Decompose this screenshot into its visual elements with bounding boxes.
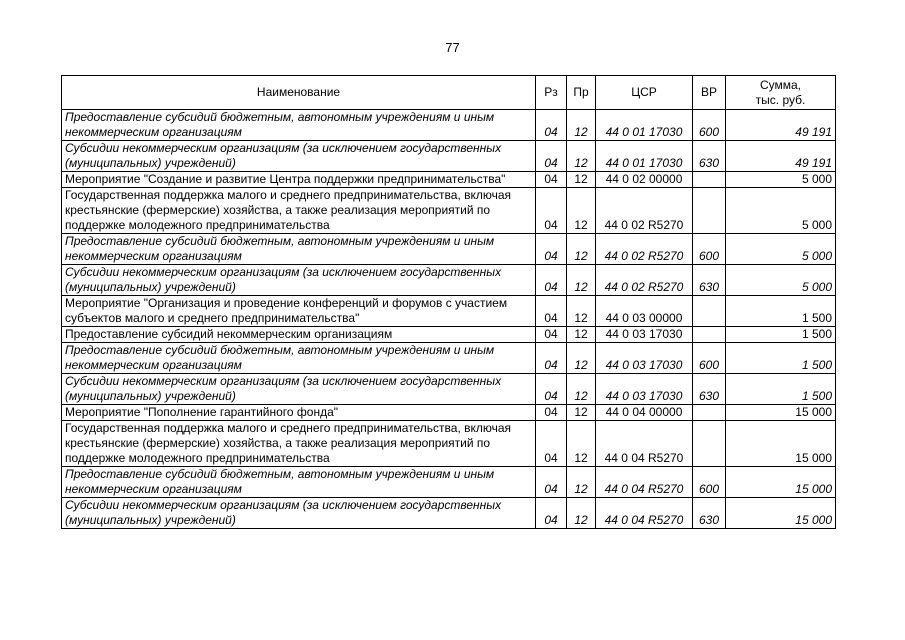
table-row (62, 374, 836, 405)
cell-pr: 12 (567, 467, 596, 498)
cell-sum: 5 000 (726, 188, 836, 234)
cell-csr: 44 0 03 17030 (596, 327, 693, 343)
cell-csr: 44 0 04 R5270 (596, 498, 693, 529)
cell-rz: 04 (536, 498, 567, 529)
header-vr: ВР (693, 76, 726, 110)
cell-rz: 04 (536, 172, 567, 188)
cell-name: Субсидии некоммерческим организациям (за исключением государственных (муниципальных) учреждений) (62, 374, 536, 405)
cell-rz: 04 (536, 296, 567, 327)
cell-rz: 04 (536, 467, 567, 498)
cell-pr: 12 (567, 327, 596, 343)
table-row (62, 265, 836, 296)
cell-pr: 12 (567, 234, 596, 265)
cell-vr (693, 405, 726, 421)
budget-table (61, 75, 836, 529)
cell-pr: 12 (567, 188, 596, 234)
cell-sum: 49 191 (726, 141, 836, 172)
cell-vr (693, 327, 726, 343)
cell-pr: 12 (567, 172, 596, 188)
cell-csr: 44 0 02 R5270 (596, 234, 693, 265)
table-body (62, 110, 836, 529)
cell-vr: 600 (693, 110, 726, 141)
cell-rz: 04 (536, 343, 567, 374)
cell-sum: 15 000 (726, 405, 836, 421)
cell-name: Предоставление субсидий некоммерческим организациям (62, 327, 536, 343)
cell-vr: 630 (693, 498, 726, 529)
table-row (62, 343, 836, 374)
cell-csr: 44 0 02 R5270 (596, 265, 693, 296)
cell-sum: 1 500 (726, 296, 836, 327)
table-row (62, 405, 836, 421)
cell-csr: 44 0 01 17030 (596, 110, 693, 141)
cell-rz: 04 (536, 421, 567, 467)
cell-vr (693, 188, 726, 234)
cell-csr: 44 0 03 00000 (596, 296, 693, 327)
cell-pr: 12 (567, 374, 596, 405)
cell-pr: 12 (567, 421, 596, 467)
cell-sum: 1 500 (726, 374, 836, 405)
cell-pr: 12 (567, 343, 596, 374)
cell-csr: 44 0 02 R5270 (596, 188, 693, 234)
cell-vr: 600 (693, 343, 726, 374)
cell-sum: 5 000 (726, 234, 836, 265)
cell-name: Субсидии некоммерческим организациям (за исключением государственных (муниципальных) учреждений) (62, 265, 536, 296)
table-row (62, 421, 836, 467)
cell-vr: 630 (693, 374, 726, 405)
cell-pr: 12 (567, 265, 596, 296)
cell-rz: 04 (536, 374, 567, 405)
cell-csr: 44 0 04 R5270 (596, 421, 693, 467)
table-row (62, 327, 836, 343)
cell-name: Мероприятие "Организация и проведение конференций и форумов с участием субъектов малого и среднего предпринимательства" (62, 296, 536, 327)
cell-rz: 04 (536, 234, 567, 265)
table-row (62, 296, 836, 327)
cell-name: Мероприятие "Пополнение гарантийного фонда" (62, 405, 536, 421)
header-rz: Рз (536, 76, 567, 110)
header-csr: ЦСР (596, 76, 693, 110)
cell-sum: 15 000 (726, 467, 836, 498)
cell-rz: 04 (536, 188, 567, 234)
cell-csr: 44 0 01 17030 (596, 141, 693, 172)
cell-pr: 12 (567, 296, 596, 327)
cell-name: Государственная поддержка малого и среднего предпринимательства, включая крестьянские (фермерские) хозяйства, а также реализация мероприятий по поддержке молодежного предпринимательства (62, 421, 536, 467)
cell-name: Предоставление субсидий бюджетным, автономным учреждениям и иным некоммерческим организациям (62, 343, 536, 374)
cell-vr (693, 421, 726, 467)
cell-vr (693, 172, 726, 188)
cell-rz: 04 (536, 405, 567, 421)
cell-name: Предоставление субсидий бюджетным, автономным учреждениям и иным некоммерческим организациям (62, 234, 536, 265)
table-row (62, 172, 836, 188)
cell-vr: 630 (693, 265, 726, 296)
header-sum-line1: Сумма, (759, 77, 802, 92)
cell-vr (693, 296, 726, 327)
cell-csr: 44 0 04 00000 (596, 405, 693, 421)
cell-sum: 15 000 (726, 498, 836, 529)
cell-sum: 5 000 (726, 265, 836, 296)
cell-csr: 44 0 02 00000 (596, 172, 693, 188)
table-row (62, 188, 836, 234)
header-sum-line2: тыс. руб. (755, 92, 806, 107)
cell-rz: 04 (536, 141, 567, 172)
table-row (62, 141, 836, 172)
cell-rz: 04 (536, 110, 567, 141)
table-row (62, 498, 836, 529)
cell-rz: 04 (536, 327, 567, 343)
cell-sum: 1 500 (726, 343, 836, 374)
cell-sum: 1 500 (726, 327, 836, 343)
cell-vr: 600 (693, 467, 726, 498)
table-row (62, 234, 836, 265)
cell-name: Субсидии некоммерческим организациям (за исключением государственных (муниципальных) учреждений) (62, 498, 536, 529)
header-name: Наименование (62, 76, 536, 110)
table-row (62, 467, 836, 498)
cell-name: Предоставление субсидий бюджетным, автономным учреждениям и иным некоммерческим организациям (62, 110, 536, 141)
table-header-row (62, 76, 836, 110)
cell-name: Мероприятие "Создание и развитие Центра поддержки предпринимательства" (62, 172, 536, 188)
cell-csr: 44 0 04 R5270 (596, 467, 693, 498)
table-row (62, 110, 836, 141)
cell-sum: 5 000 (726, 172, 836, 188)
cell-sum: 49 191 (726, 110, 836, 141)
cell-name: Государственная поддержка малого и среднего предпринимательства, включая крестьянские (фермерские) хозяйства, а также реализация мероприятий по поддержке молодежного предпринимательства (62, 188, 536, 234)
cell-name: Субсидии некоммерческим организациям (за исключением государственных (муниципальных) учреждений) (62, 141, 536, 172)
cell-rz: 04 (536, 265, 567, 296)
cell-vr: 600 (693, 234, 726, 265)
cell-pr: 12 (567, 498, 596, 529)
cell-csr: 44 0 03 17030 (596, 374, 693, 405)
cell-pr: 12 (567, 110, 596, 141)
cell-sum: 15 000 (726, 421, 836, 467)
header-sum (726, 76, 836, 110)
cell-pr: 12 (567, 405, 596, 421)
cell-csr: 44 0 03 17030 (596, 343, 693, 374)
header-pr: Пр (567, 76, 596, 110)
cell-name: Предоставление субсидий бюджетным, автономным учреждениям и иным некоммерческим организациям (62, 467, 536, 498)
cell-pr: 12 (567, 141, 596, 172)
page-number: 77 (445, 40, 460, 55)
cell-vr: 630 (693, 141, 726, 172)
